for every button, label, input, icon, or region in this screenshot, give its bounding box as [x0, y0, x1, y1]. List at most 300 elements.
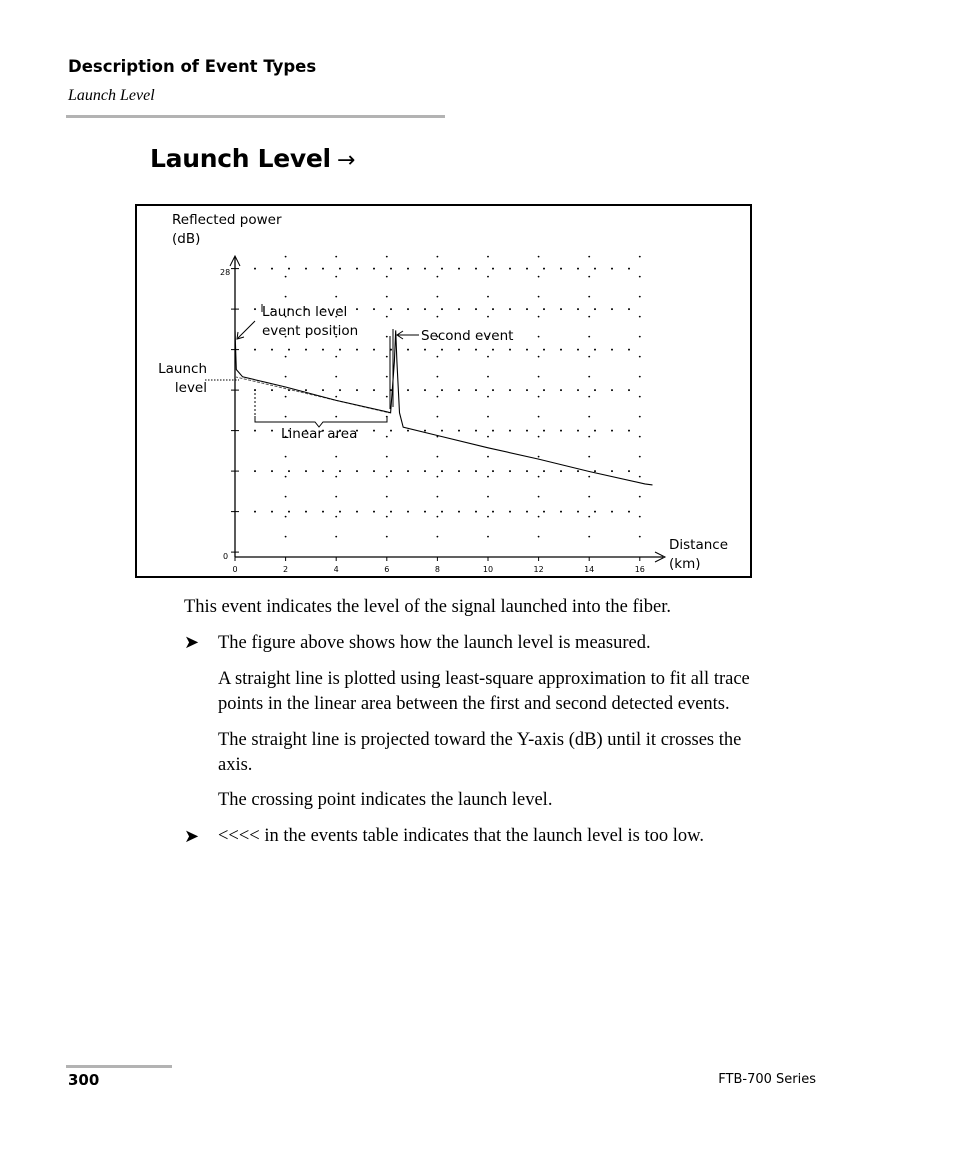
grid-dot [611, 430, 613, 432]
section-title: Description of Event Types [68, 57, 317, 76]
annotation-second-event: Second event [421, 328, 514, 344]
grid-dot [335, 396, 337, 398]
grid-dot [577, 470, 579, 472]
grid-dot [458, 268, 460, 270]
grid-dot [339, 511, 341, 513]
otdr-figure [135, 204, 752, 578]
grid-dot [356, 349, 358, 351]
grid-dot [588, 356, 590, 358]
header-rule [66, 115, 445, 118]
bullet-1-text: The figure above shows how the launch level is measured. [218, 633, 651, 653]
grid-dot [611, 511, 613, 513]
grid-dot [487, 516, 489, 518]
grid-dot [492, 511, 494, 513]
grid-dot [424, 389, 426, 391]
y-axis-label-line1: Reflected power [172, 212, 282, 228]
grid-dot [335, 416, 337, 418]
grid-dot [437, 256, 439, 258]
grid-dot [386, 436, 388, 438]
grid-dot [628, 268, 630, 270]
grid-dot [424, 268, 426, 270]
page-title [150, 144, 355, 173]
grid-dot [526, 349, 528, 351]
grid-dot [407, 470, 409, 472]
footer-rule [66, 1065, 172, 1068]
grid-dot [492, 430, 494, 432]
grid-dot [254, 470, 256, 472]
grid-dot [407, 389, 409, 391]
grid-dot [335, 356, 337, 358]
x-tick-label: 4 [333, 565, 339, 574]
grid-dot [487, 396, 489, 398]
grid-dot [526, 511, 528, 513]
grid-dot [271, 389, 273, 391]
grid-dot [437, 356, 439, 358]
grid-dot [577, 268, 579, 270]
grid-dot [475, 430, 477, 432]
grid-dot [628, 511, 630, 513]
grid-dot [458, 511, 460, 513]
grid-dot [538, 376, 540, 378]
grid-dot [475, 511, 477, 513]
grid-dot [538, 416, 540, 418]
grid-dot [424, 511, 426, 513]
grid-dot [628, 349, 630, 351]
grid-dot [577, 389, 579, 391]
grid-dot [285, 396, 287, 398]
grid-dot [322, 349, 324, 351]
otdr-chart [135, 204, 752, 578]
grid-dot [588, 516, 590, 518]
grid-dot [390, 308, 392, 310]
grid-dot [639, 456, 641, 458]
grid-dot [335, 516, 337, 518]
grid-dot [271, 349, 273, 351]
grid-dot [285, 496, 287, 498]
grid-dot [594, 430, 596, 432]
grid-dot [407, 430, 409, 432]
grid-dot [509, 470, 511, 472]
grid-dot [373, 511, 375, 513]
grid-dot [441, 430, 443, 432]
grid-dot [487, 296, 489, 298]
grid-dot [588, 396, 590, 398]
x-tick-label: 6 [384, 565, 390, 574]
annotation-launch-position-line2: event position [262, 323, 359, 339]
grid-dot [390, 430, 392, 432]
grid-dot [356, 470, 358, 472]
grid-dot [386, 336, 388, 338]
x-tick-label: 8 [434, 565, 440, 574]
grid-dot [611, 389, 613, 391]
grid-dot [639, 356, 641, 358]
bullet-arrow-icon: ➤ [184, 826, 200, 846]
grid-dot [594, 389, 596, 391]
grid-dot [588, 476, 590, 478]
x-tick-label: 10 [482, 565, 494, 574]
grid-dot [543, 268, 545, 270]
x-tick-label: 0 [232, 565, 238, 574]
grid-dot [386, 296, 388, 298]
grid-dot [639, 316, 641, 318]
grid-dot [509, 389, 511, 391]
grid-dot [594, 470, 596, 472]
grid-dot [386, 316, 388, 318]
grid-dot [538, 316, 540, 318]
grid-dot [538, 396, 540, 398]
grid-dot [611, 308, 613, 310]
grid-dot [639, 496, 641, 498]
grid-dot [285, 476, 287, 478]
grid-dot [285, 356, 287, 358]
grid-dot [437, 416, 439, 418]
para-1-line-1: A straight line is plotted using least-square approximation to fit all trace [218, 669, 750, 689]
grid-dot [373, 389, 375, 391]
grid-dot [437, 516, 439, 518]
grid-dot [458, 308, 460, 310]
grid-dot [487, 376, 489, 378]
grid-dot [639, 336, 641, 338]
figure-border [136, 205, 751, 577]
grid-dot [335, 296, 337, 298]
grid-dot [335, 496, 337, 498]
grid-dot [560, 268, 562, 270]
annotation-launch-level-line1: Launch [158, 361, 207, 377]
grid-dot [458, 430, 460, 432]
grid-dot [538, 476, 540, 478]
grid-dot [390, 470, 392, 472]
grid-dot [271, 511, 273, 513]
grid-dot [339, 470, 341, 472]
grid-dot [386, 276, 388, 278]
grid-dot [509, 268, 511, 270]
grid-dot [492, 470, 494, 472]
grid-dot [611, 349, 613, 351]
grid-dot [386, 356, 388, 358]
grid-dot [373, 349, 375, 351]
page-title-text: Launch Level [150, 144, 331, 173]
grid-dot [335, 476, 337, 478]
grid-dot [254, 430, 256, 432]
grid-dot [305, 268, 307, 270]
grid-dot [373, 268, 375, 270]
grid-dot [390, 511, 392, 513]
grid-dot [285, 256, 287, 258]
grid-dot [386, 536, 388, 538]
grid-dot [335, 256, 337, 258]
grid-dot [628, 308, 630, 310]
grid-dot [628, 470, 630, 472]
grid-dot [577, 308, 579, 310]
grid-dot [437, 536, 439, 538]
grid-dot [492, 349, 494, 351]
grid-dot [543, 349, 545, 351]
grid-dot [543, 308, 545, 310]
grid-dot [437, 396, 439, 398]
grid-dot [639, 396, 641, 398]
grid-dot [285, 416, 287, 418]
grid-dot [285, 296, 287, 298]
para-2-line-1: The straight line is projected toward the Y-axis (dB) until it crosses the [218, 730, 742, 750]
grid-dot [639, 416, 641, 418]
grid-dot [322, 470, 324, 472]
grid-dot [538, 496, 540, 498]
grid-dot [441, 349, 443, 351]
grid-dot [594, 349, 596, 351]
grid-dot [487, 276, 489, 278]
grid-dot [577, 349, 579, 351]
grid-dot [487, 316, 489, 318]
grid-dot [492, 389, 494, 391]
x-axis-label-line1: Distance [669, 537, 729, 553]
grid-dot [560, 349, 562, 351]
grid-dot [509, 308, 511, 310]
grid-dot [437, 276, 439, 278]
y-axis-label-line2: (dB) [172, 231, 201, 247]
grid-dot [639, 376, 641, 378]
grid-dot [538, 516, 540, 518]
grid-dot [458, 349, 460, 351]
grid-dot [285, 276, 287, 278]
grid-dot [335, 276, 337, 278]
grid-dot [639, 476, 641, 478]
grid-dot [254, 511, 256, 513]
grid-dot [386, 376, 388, 378]
grid-dot [288, 511, 290, 513]
grid-dot [288, 349, 290, 351]
grid-dot [487, 256, 489, 258]
grid-dot [305, 511, 307, 513]
product-series: FTB-700 Series [718, 1072, 816, 1087]
grid-dot [437, 456, 439, 458]
grid-dot [594, 511, 596, 513]
bullet-2-text: <<<< in the events table indicates that the launch level is too low. [218, 826, 704, 846]
grid-dot [588, 296, 590, 298]
grid-dot [288, 470, 290, 472]
annotation-linear-area: Linear area [281, 426, 358, 442]
grid-dot [538, 256, 540, 258]
grid-dot [339, 268, 341, 270]
grid-dot [588, 416, 590, 418]
grid-dot [339, 349, 341, 351]
grid-dot [487, 436, 489, 438]
grid-dot [424, 308, 426, 310]
grid-dot [588, 256, 590, 258]
grid-dot [588, 436, 590, 438]
grid-dot [390, 268, 392, 270]
grid-dot [288, 268, 290, 270]
grid-dot [322, 511, 324, 513]
grid-dot [560, 511, 562, 513]
grid-dot [335, 376, 337, 378]
grid-dot [254, 268, 256, 270]
grid-dot [526, 268, 528, 270]
grid-dot [458, 470, 460, 472]
para-3: The crossing point indicates the launch level. [218, 790, 553, 810]
grid-dot [594, 268, 596, 270]
grid-dot [271, 430, 273, 432]
x-tick-label: 16 [634, 565, 645, 574]
grid-dot [475, 268, 477, 270]
grid-dot [254, 349, 256, 351]
grid-dot [441, 268, 443, 270]
grid-dot [437, 496, 439, 498]
annotation-launch-level-line2: level [174, 380, 207, 396]
grid-dot [639, 256, 641, 258]
grid-dot [386, 516, 388, 518]
x-axis-label-line2: (km) [669, 556, 701, 572]
x-tick-label: 2 [283, 565, 289, 574]
grid-dot [588, 496, 590, 498]
grid-dot [628, 430, 630, 432]
grid-dot [577, 430, 579, 432]
grid-dot [305, 389, 307, 391]
grid-dot [588, 276, 590, 278]
page-number: 300 [68, 1071, 100, 1089]
grid-dot [441, 470, 443, 472]
arrow-icon: → [336, 148, 355, 173]
grid-dot [538, 356, 540, 358]
grid-dot [639, 276, 641, 278]
grid-dot [322, 389, 324, 391]
grid-dot [509, 349, 511, 351]
subsection-title: Launch Level [68, 87, 155, 104]
grid-dot [458, 389, 460, 391]
grid-dot [509, 511, 511, 513]
grid-dot [407, 511, 409, 513]
grid-dot [538, 436, 540, 438]
y-tick-label-zero: 0 [223, 552, 229, 561]
grid-dot [639, 516, 641, 518]
grid-dot [538, 336, 540, 338]
grid-dot [437, 376, 439, 378]
grid-dot [386, 496, 388, 498]
grid-dot [373, 308, 375, 310]
grid-dot [475, 389, 477, 391]
grid-dot [407, 268, 409, 270]
annotation-launch-position-line1: Launch level [262, 304, 348, 320]
grid-dot [526, 430, 528, 432]
grid-dot [386, 476, 388, 478]
grid-dot [594, 308, 596, 310]
grid-dot [588, 316, 590, 318]
grid-dot [588, 336, 590, 338]
grid-dot [538, 536, 540, 538]
grid-dot [285, 376, 287, 378]
grid-dot [285, 536, 287, 538]
grid-dot [424, 430, 426, 432]
grid-dot [487, 356, 489, 358]
grid-dot [441, 389, 443, 391]
grid-dot [588, 376, 590, 378]
grid-dot [441, 511, 443, 513]
grid-dot [356, 511, 358, 513]
grid-dot [543, 430, 545, 432]
grid-dot [356, 308, 358, 310]
grid-dot [487, 416, 489, 418]
grid-dot [437, 476, 439, 478]
grid-dot [543, 470, 545, 472]
grid-dot [560, 470, 562, 472]
grid-dot [271, 470, 273, 472]
grid-dot [538, 276, 540, 278]
grid-dot [639, 436, 641, 438]
grid-dot [487, 496, 489, 498]
y-tick-label-top: 28 [220, 268, 231, 277]
grid-dot [639, 296, 641, 298]
grid-dot [628, 389, 630, 391]
grid-dot [475, 470, 477, 472]
grid-dot [424, 470, 426, 472]
para-2-line-2: axis. [218, 755, 253, 775]
grid-dot [285, 456, 287, 458]
grid-dot [271, 268, 273, 270]
grid-dot [492, 268, 494, 270]
grid-dot [305, 349, 307, 351]
grid-dot [437, 316, 439, 318]
grid-dot [538, 456, 540, 458]
grid-dot [407, 349, 409, 351]
grid-dot [356, 389, 358, 391]
grid-dot [526, 308, 528, 310]
grid-dot [373, 430, 375, 432]
intro-paragraph: This event indicates the level of the signal launched into the fiber. [184, 597, 672, 617]
x-tick-label: 14 [584, 565, 595, 574]
grid-dot [639, 536, 641, 538]
grid-dot [487, 456, 489, 458]
bullet-arrow-icon: ➤ [184, 632, 200, 652]
grid-dot [526, 389, 528, 391]
grid-dot [386, 396, 388, 398]
grid-dot [577, 511, 579, 513]
grid-dot [560, 389, 562, 391]
grid-dot [437, 296, 439, 298]
grid-dot [560, 308, 562, 310]
grid-dot [386, 256, 388, 258]
grid-dot [543, 511, 545, 513]
x-tick-label: 12 [533, 565, 544, 574]
grid-dot [588, 456, 590, 458]
grid-dot [285, 516, 287, 518]
grid-dot [335, 456, 337, 458]
para-1-line-2: points in the linear area between the first and second detected events. [218, 694, 730, 714]
grid-dot [373, 470, 375, 472]
grid-dot [543, 389, 545, 391]
grid-dot [492, 308, 494, 310]
grid-dot [356, 268, 358, 270]
grid-dot [335, 536, 337, 538]
grid-dot [538, 296, 540, 298]
grid-dot [475, 349, 477, 351]
grid-dot [386, 456, 388, 458]
grid-dot [322, 268, 324, 270]
grid-dot [407, 308, 409, 310]
grid-dot [424, 349, 426, 351]
grid-dot [339, 389, 341, 391]
grid-dot [441, 308, 443, 310]
grid-dot [611, 268, 613, 270]
grid-dot [305, 470, 307, 472]
grid-dot [487, 536, 489, 538]
grid-dot [611, 470, 613, 472]
grid-dot [526, 470, 528, 472]
grid-dot [475, 308, 477, 310]
grid-dot [254, 308, 256, 310]
grid-dot [487, 476, 489, 478]
grid-dot [560, 430, 562, 432]
grid-dot [509, 430, 511, 432]
grid-dot [588, 536, 590, 538]
